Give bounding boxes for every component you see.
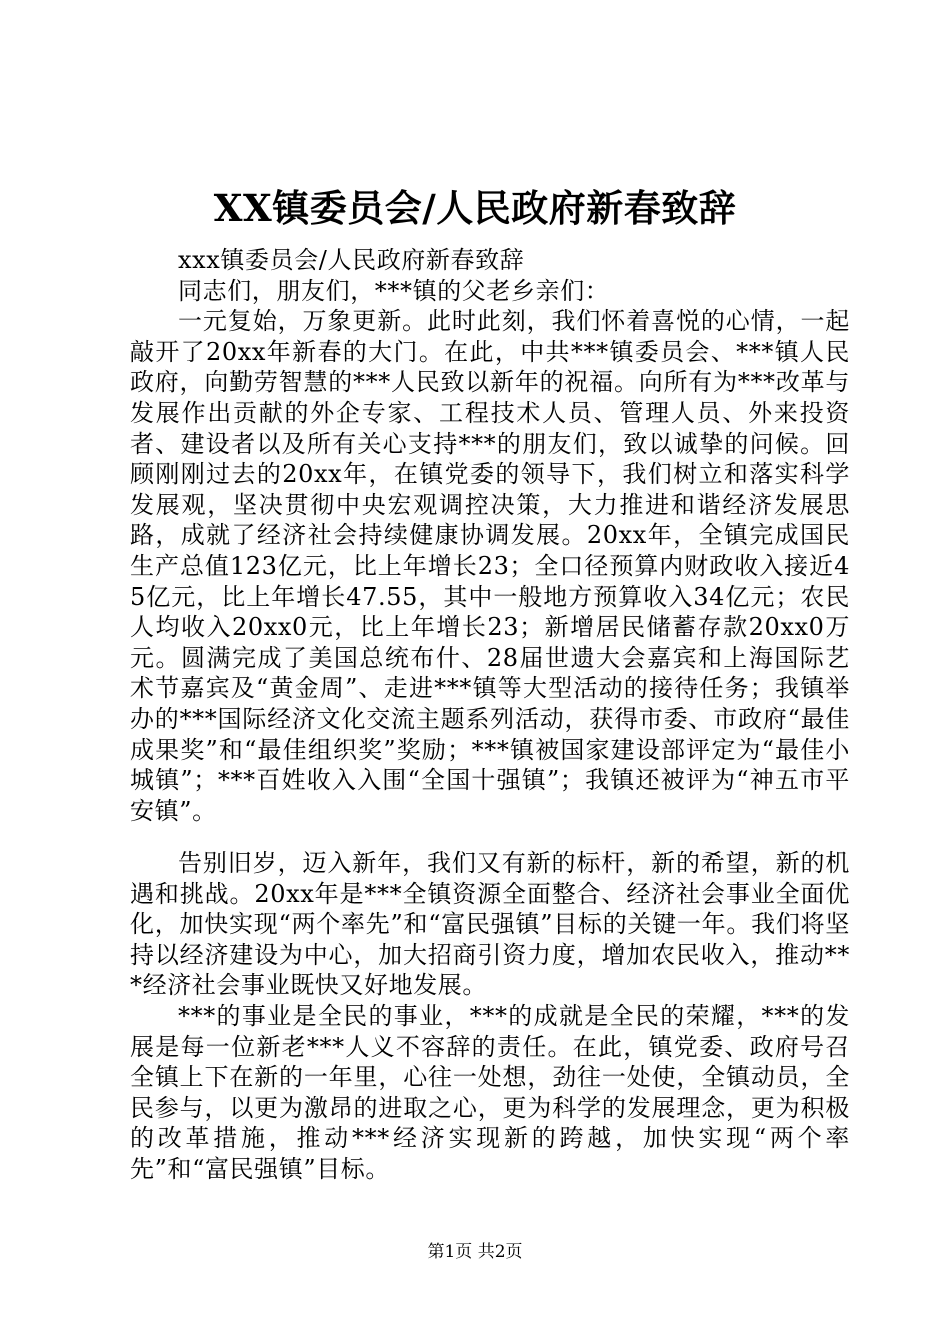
call-to-action-paragraph: ***的事业是全民的事业，***的成就是全民的荣耀，***的发展是每一位新老***人义不容辞的责任。在此，镇党委、政府号召全镇上下在新的一年里，心往一处想，劲往一处使，全镇动员，全民参与，以更为激昂的进取之心，更为科学的发展理念，更为积极的改革措施，推动***经济实现新的跨越，加快实现“两个率先”和“富民强镇”目标。 xyxy=(130,1001,850,1183)
body-text-top xyxy=(130,245,850,826)
page-title: XX镇委员会/人民政府新春致辞 xyxy=(213,186,737,230)
subtitle-paragraph: xxx镇委员会/人民政府新春致辞 xyxy=(178,246,525,274)
review-paragraph: 一元复始，万象更新。此时此刻，我们怀着喜悦的心情，一起敲开了20xx年新春的大门。在此，中共***镇委员会、***镇人民政府，向勤劳智慧的***人民致以新年的祝福。向所有为***改革与发展作出贡献的外企专家、工程技术人员、管理人员、外来投资者、建设者以及所有关心支持***的朋友们，致以诚挚的问候。回顾刚刚过去的20xx年，在镇党委的领导下，我们树立和落实科学发展观，坚决贯彻中央宏观调控决策，大力推进和谐经济发展思路，成就了经济社会持续健康协调发展。20xx年，全镇完成国民生产总值123亿元，比上年增长23；全口径预算内财政收入接近45亿元，比上年增长47.55，其中一般地方预算收入34亿元；农民人均收入20xx0元，比上年增长23；新增居民储蓄存款20xx0万元。圆满完成了美国总统布什、28届世遗大会嘉宾和上海国际艺术节嘉宾及“黄金周”、走进***镇等大型活动的接待任务；我镇举办的***国际经济文化交流主题系列活动，获得市委、市政府“最佳成果奖”和“最佳组织奖”奖励；***镇被国家建设部评定为“最佳小城镇”；***百姓收入入围“全国十强镇”；我镇还被评为“神五市平安镇”。 xyxy=(130,307,850,825)
page-footer: 第1页 共2页 xyxy=(427,1242,523,1262)
salutation-paragraph: 同志们，朋友们，***镇的父老乡亲们： xyxy=(178,276,610,305)
body-text-bottom xyxy=(130,848,850,1185)
new-year-goals-paragraph: 告别旧岁，迈入新年，我们又有新的标杆，新的希望，新的机遇和挑战。20xx年是***全镇资源全面整合、经济社会事业全面优化，加快实现“两个率先”和“富民强镇”目标的关键一年。我们将坚持以经济建设为中心，加大招商引资力度，增加农民收入，推动***经济社会事业既快又好地发展。 xyxy=(130,849,850,1000)
